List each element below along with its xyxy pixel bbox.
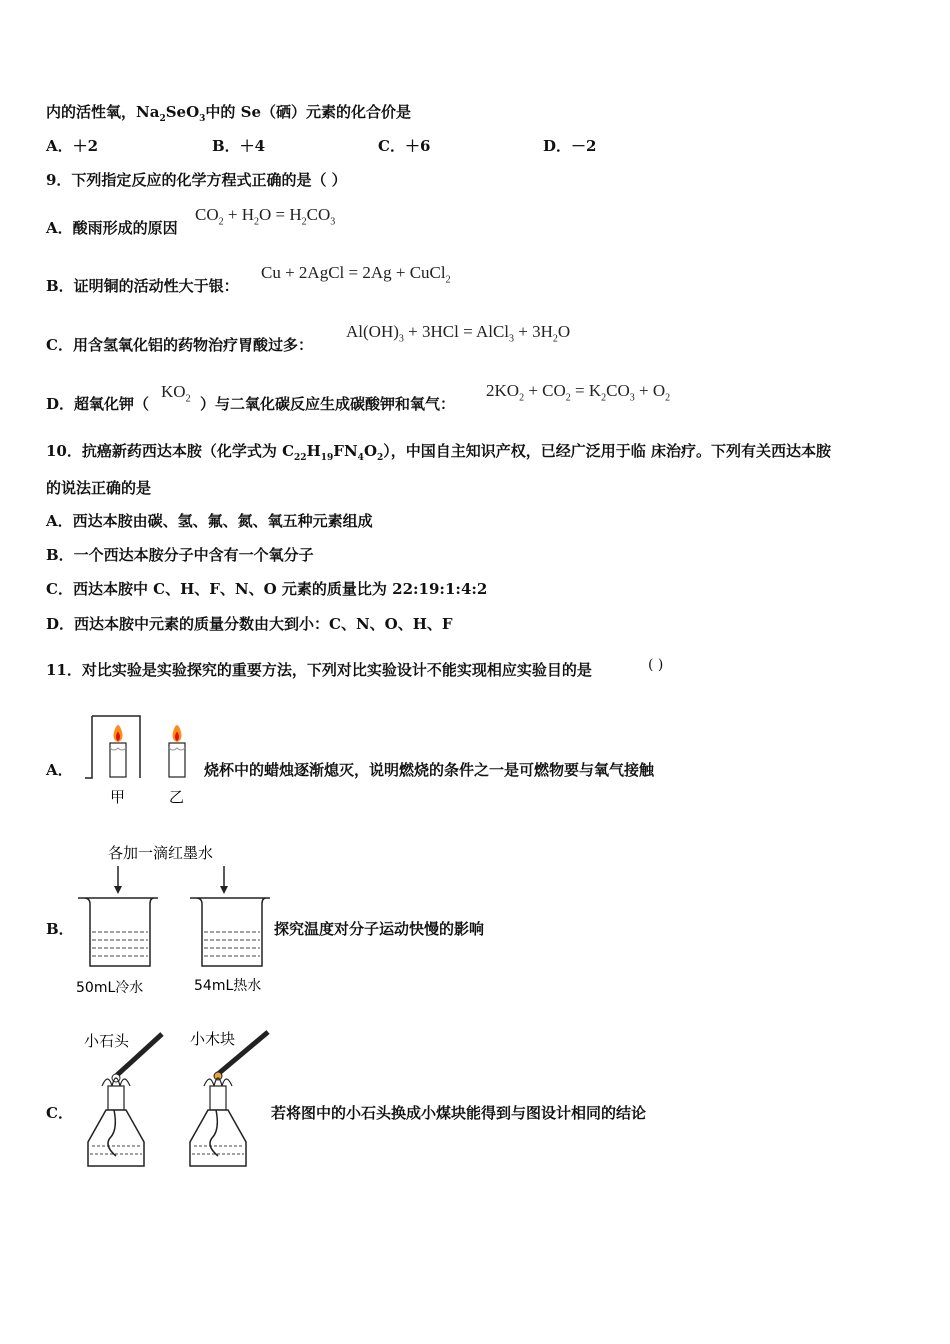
- q8-stem-post: 中的 Se（硒）元素的化合价是: [205, 103, 412, 121]
- q9-option-d-pre[interactable]: D．超氧化钾（: [46, 395, 150, 413]
- q11-option-b-label[interactable]: B．: [46, 920, 74, 938]
- alcohol-lamps-figure: [78, 1026, 273, 1186]
- beaker-top-label: 各加一滴红墨水: [108, 844, 214, 862]
- q10-option-d[interactable]: D．西达本胺中元素的质量分数由大到小：C、N、O、H、F: [46, 615, 453, 633]
- q9-equation-c: $Al(OH)_3 + 3HCl$ = AlCl$_3$ + $3H_2O$: [346, 322, 571, 345]
- beakers-figure: [70, 840, 270, 1000]
- q11-option-b-text: 探究温度对分子运动快慢的影响: [274, 920, 485, 938]
- label-cold-water: 50mL冷水: [76, 980, 144, 996]
- alcohol-lamp-right-icon: [190, 1032, 268, 1166]
- q11-paren: ( ): [648, 657, 664, 673]
- q8-option-a[interactable]: A．＋2: [46, 137, 99, 155]
- q11-option-a-text: 烧杯中的蜡烛逐渐熄灭，说明燃烧的条件之一是可燃物要与氧气接触: [204, 761, 655, 779]
- alcohol-lamp-left-icon: [88, 1034, 162, 1166]
- q11-option-a-label[interactable]: A．: [46, 761, 73, 779]
- label-jia: 甲: [110, 788, 126, 806]
- q11-option-c-label[interactable]: C．: [46, 1104, 73, 1122]
- label-yi: 乙: [169, 788, 185, 806]
- label-small-wood: 小木块: [190, 1030, 236, 1048]
- q9-option-d-post: ）与二氧化碳反应生成碳酸钾和氧气：: [200, 395, 456, 413]
- q10-option-c[interactable]: C．西达本胺中 C、H、F、N、O 元素的质量比为 22:19:1:4:2: [46, 580, 488, 598]
- q8-option-b[interactable]: B．＋4: [212, 137, 266, 155]
- candle-yi-icon: [169, 725, 185, 777]
- q10-option-b[interactable]: B．一个西达本胺分子中含有一个氧分子: [46, 546, 314, 564]
- q8-sub2: 3: [199, 114, 206, 124]
- q9-equation-d: $2KO_2 + CO_2 = K_2CO_3 + O_2$: [486, 381, 671, 404]
- q8-stem-pre: 内的活性氧，Na: [46, 103, 160, 121]
- q9-formula-ko2: $KO_2$: [161, 382, 191, 405]
- label-hot-water: 54mL热水: [194, 978, 262, 994]
- q10-stem: 10．抗癌新药西达本胺（化学式为 $C_{22}H_{19}FN_4O_2$），中国自主知识产权，已经广泛用于临 床治疗。下列有关西达本胺: [46, 442, 832, 463]
- q9-option-a[interactable]: A．酸雨形成的原因: [46, 219, 178, 237]
- q8-option-c[interactable]: C．＋6: [378, 137, 431, 155]
- q11-stem: 11．对比实验是实验探究的重要方法，下列对比实验设计不能实现相应实验目的是: [46, 661, 592, 679]
- candle-jia-icon: [110, 725, 126, 777]
- q9-equation-a: $CO_2 + H_2O = H_2CO_3$: [195, 205, 336, 228]
- q9-equation-b: Cu + 2AgCl = 2Ag + CuCl$_2$: [261, 263, 451, 286]
- candle-figure: [80, 710, 200, 810]
- q10-stem-line2: 的说法正确的是: [46, 479, 152, 497]
- q9-option-c[interactable]: C．用含氢氧化铝的药物治疗胃酸过多：: [46, 336, 313, 354]
- q10-option-a[interactable]: A．西达本胺由碳、氢、氟、氮、氧五种元素组成: [46, 512, 373, 530]
- beaker-hot-icon: [190, 898, 270, 966]
- q11-option-c-text: 若将图中的小石头换成小煤块能得到与图设计相同的结论: [271, 1104, 647, 1122]
- q8-stem-mid: SeO: [165, 103, 200, 121]
- q8-stem: [46, 102, 411, 129]
- q8-option-d[interactable]: D．－2: [543, 137, 597, 155]
- q9-option-b[interactable]: B．证明铜的活动性大于银：: [46, 277, 239, 295]
- beaker-cold-icon: [78, 898, 158, 966]
- q9-stem: 9．下列指定反应的化学方程式正确的是（ ）: [46, 171, 347, 189]
- label-small-stone: 小石头: [84, 1032, 130, 1050]
- q8-sub1: 2: [159, 114, 166, 124]
